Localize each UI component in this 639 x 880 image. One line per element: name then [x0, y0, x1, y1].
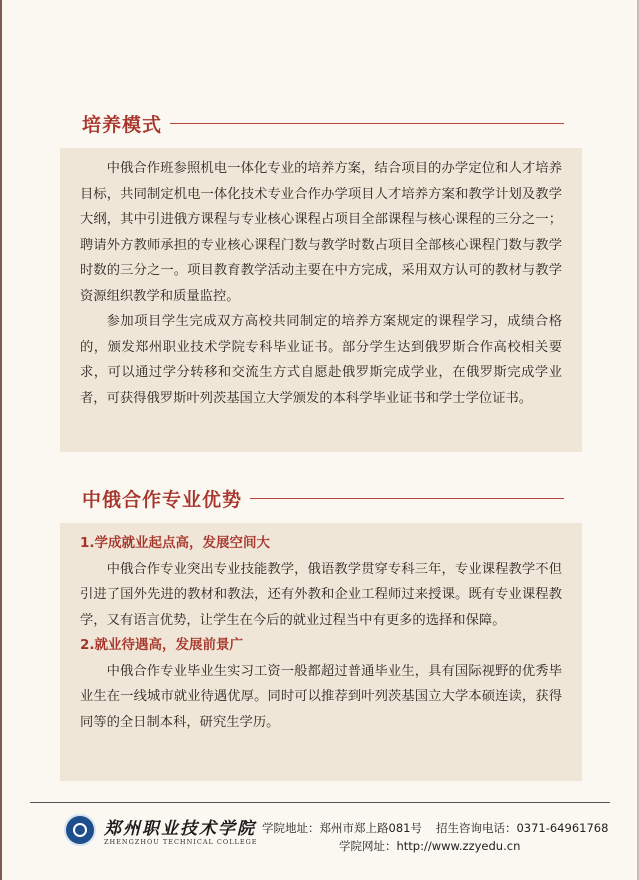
- logo-chinese-name: 郑州职业技术学院: [104, 819, 256, 839]
- footer-website[interactable]: 学院网址：http://www.zzyedu.cn: [339, 839, 521, 853]
- paragraph: 中俄合作班参照机电一体化专业的培养方案，结合项目的办学定位和人才培养目标，共同制定机电一体化技术专业合作办学项目人才培养方案和教学计划及教学大纲，其中引进俄方课程与专业核心课程占项目全部课程与核心课程的三分之一；聘请外方教师承担的专业核心课程门数与教学时数占项目全部核心课程门数与教学时数的三分之一。项目教育教学活动主要在中方完成，采用双方认可的教材与教学资源组织教学和质量监控。: [80, 161, 562, 304]
- title-divider: [250, 498, 564, 499]
- section-title: 中俄合作专业优势: [82, 489, 243, 511]
- subheading: 1.学成就业起点高，发展空间大: [80, 535, 271, 551]
- title-divider: [170, 123, 564, 124]
- subheading: 2.就业待遇高，发展前景广: [80, 637, 244, 653]
- footer-divider: [30, 802, 610, 803]
- college-emblem-icon: [64, 814, 96, 846]
- section-title: 培养模式: [82, 114, 163, 136]
- footer-contact-line: [262, 820, 608, 836]
- logo-english-name: ZHENGZHOU TECHNICAL COLLEGE: [104, 838, 258, 846]
- section-header-training-mode: [82, 110, 564, 137]
- paragraph: 中俄合作专业毕业生实习工资一般都超过普通毕业生，具有国际视野的优秀毕业生在一线城市就业待遇优厚。同时可以推荐到叶列茨基国立大学本硕连读，获得同等的全日制本科，研究生学历。: [80, 663, 562, 730]
- footer-phone: 招生咨询电话：0371-64961768: [435, 821, 609, 835]
- training-mode-box: [60, 148, 582, 452]
- page-left-border: [0, 0, 2, 880]
- footer-address: 学院地址：郑州市郑上路081号: [262, 821, 422, 835]
- paragraph: 中俄合作专业突出专业技能教学，俄语教学贯穿专科三年，专业课程教学不但引进了国外先进的教材和教法，还有外教和企业工程师过来授课。既有专业课程教学，又有语言优势，让学生在今后的就业过程当中有更多的选择和保障。: [80, 561, 562, 628]
- advantages-box: [60, 523, 582, 781]
- section-header-advantages: [82, 485, 564, 512]
- college-logo: [64, 812, 258, 852]
- paragraph: 参加项目学生完成双方高校共同制定的培养方案规定的课程学习，成绩合格的，颁发郑州职业技术学院专科毕业证书。部分学生达到俄罗斯合作高校相关要求，可以通过学分转移和交流生方式自愿赴俄罗斯完成学业，在俄罗斯完成学业者，可获得俄罗斯叶列茨基国立大学颁发的本科学毕业证书和学士学位证书。: [80, 314, 562, 406]
